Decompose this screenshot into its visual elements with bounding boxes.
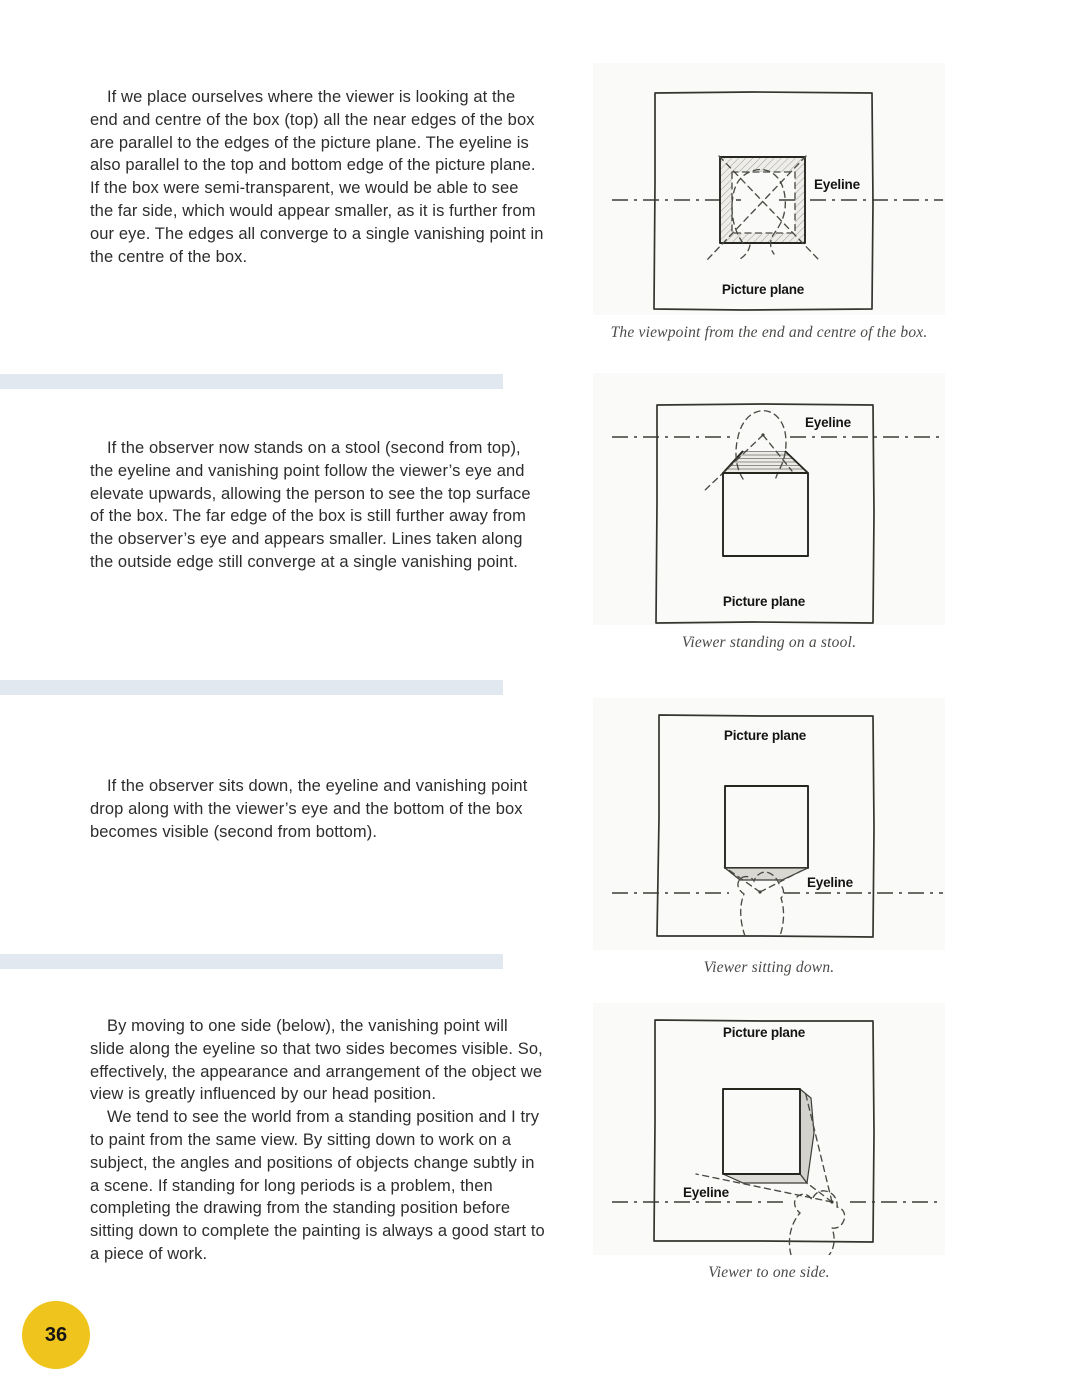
diagram-drawing: [593, 698, 945, 950]
body-paragraph: By moving to one side (below), the vanishing point will slide along the eyeline so that two sides becomes visible. So, effectively, the appearance and arrangement of the object we view is greatly influenced by our head position.: [90, 1017, 543, 1104]
paragraph-block-1: [90, 86, 546, 268]
picture-plane-label: Picture plane: [722, 594, 806, 609]
section-divider: [0, 954, 503, 969]
diagram-caption: Viewer standing on a stool.: [681, 634, 857, 651]
body-paragraph: If we place ourselves where the viewer is looking at the end and centre of the box (top) all the near edges of the box are parallel to the edges of the picture plane. The eyeline is also parallel to the top and bottom edge of the picture plane. If the box were semi-transparent, we would be able to see the far side, which would appear smaller, as it is further from our eye. The edges all converge to a single vanishing point in the centre of the box.: [90, 88, 544, 266]
diagram-sitting-down: [593, 698, 945, 977]
diagram-drawing: [593, 373, 945, 625]
body-paragraph: We tend to see the world from a standing position and I try to paint from the same view. By sitting down to work on a subject, the angles and positions of objects change subtly in a scene. If standing for long periods is a problem, then completing the drawing from the standing position before sitting down to complete the painting is always a good start to a piece of work.: [90, 1108, 545, 1263]
eyeline-label: Eyeline: [805, 415, 851, 430]
scan-background: [593, 373, 945, 625]
diagram-caption: Viewer to one side.: [708, 1264, 830, 1281]
body-paragraph: If the observer now stands on a stool (second from top), the eyeline and vanishing point follow the viewer’s eye and elevate upwards, allowing the person to see the top surface of the box. The far edge of the box is still further away from the observer’s eye and appears smaller. Lines taken along the outside edge still converge at a single vanishing point.: [90, 439, 531, 571]
paragraph-block-3: [90, 775, 546, 843]
eyeline-label: Eyeline: [683, 1185, 729, 1200]
picture-plane-label: Picture plane: [722, 1025, 806, 1040]
picture-plane-label: Picture plane: [723, 728, 807, 743]
eyeline-label: Eyeline: [814, 177, 860, 192]
section-divider: [0, 680, 503, 695]
diagram-caption: Viewer sitting down.: [703, 959, 835, 976]
diagram-standing-on-stool: [593, 373, 945, 652]
body-paragraph: If the observer sits down, the eyeline and vanishing point drop along with the viewer’s eye and the bottom of the box becomes visible (second from bottom).: [90, 777, 528, 841]
diagram-drawing: [593, 63, 945, 315]
page-number: 36: [44, 1323, 68, 1346]
diagram-drawing: [593, 1003, 945, 1255]
viewer-eye-point: [830, 1200, 833, 1203]
diagram-to-one-side: [593, 1003, 945, 1282]
diagram-caption: The viewpoint from the end and centre of the box.: [610, 324, 928, 341]
page-number-badge: [22, 1301, 90, 1369]
scan-background: [593, 1003, 945, 1255]
eyeline-label: Eyeline: [807, 875, 853, 890]
paragraph-block-4: [90, 1015, 546, 1266]
paragraph-block-2: [90, 437, 546, 574]
diagram-viewpoint-end-centre: [593, 63, 945, 342]
picture-plane-label: Picture plane: [721, 282, 805, 297]
scan-background: [593, 63, 945, 315]
section-divider: [0, 374, 503, 389]
